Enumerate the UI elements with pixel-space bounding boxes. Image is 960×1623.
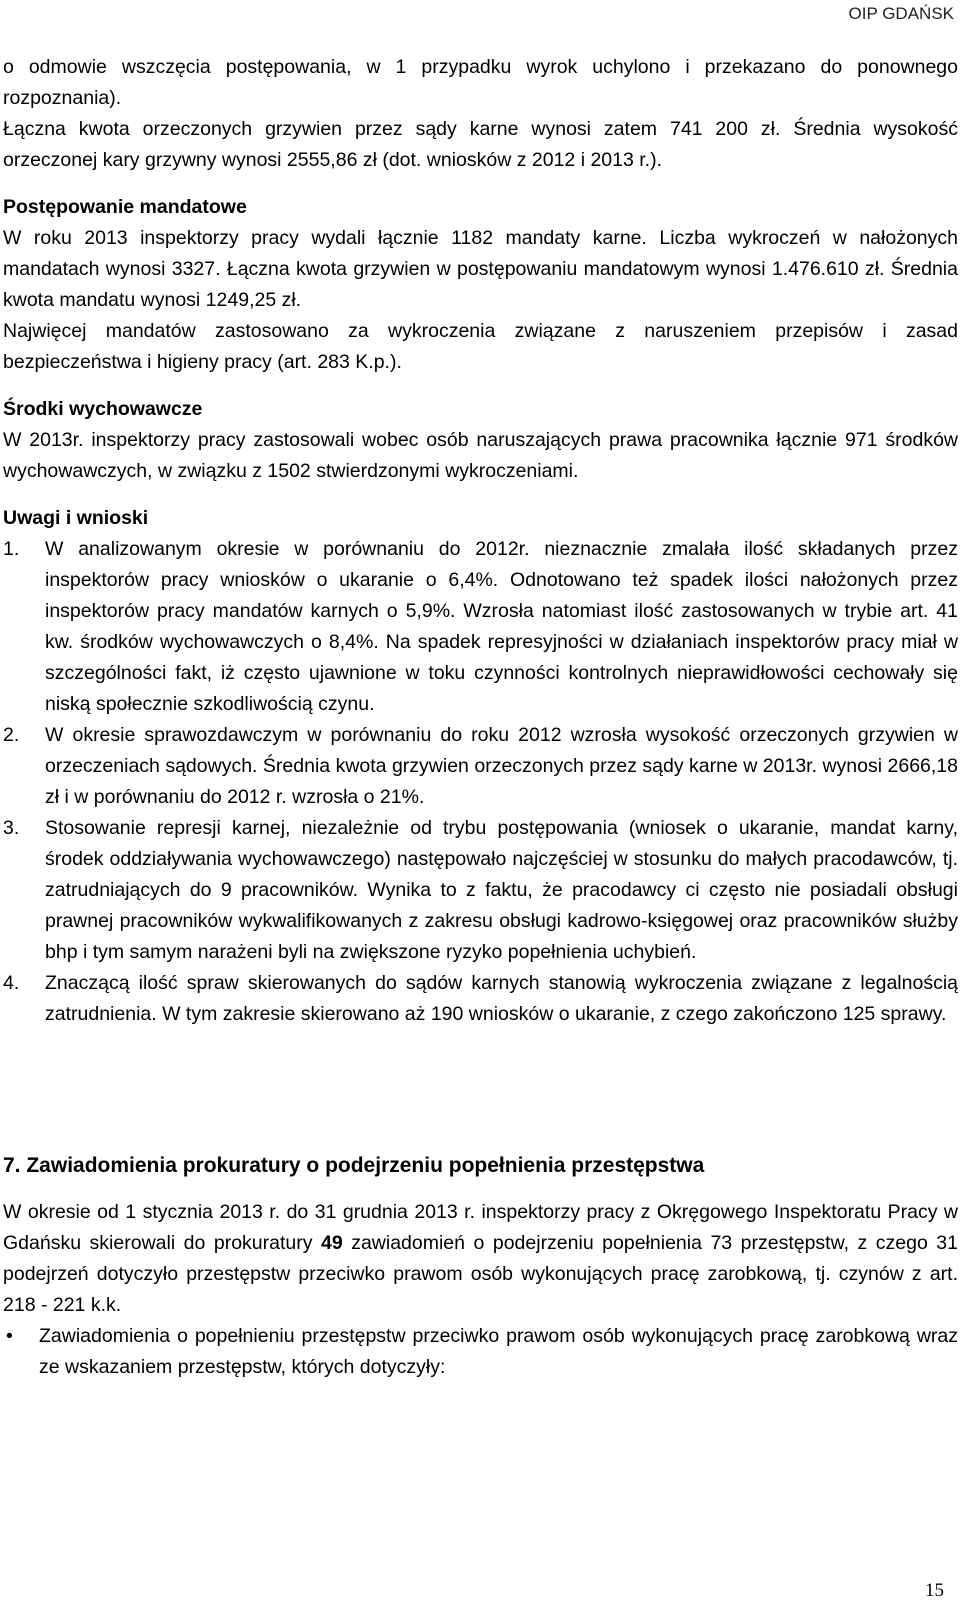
page-header: OIP GDAŃSK bbox=[848, 4, 954, 23]
paragraph: W roku 2013 inspektorzy pracy wydali łącznie 1182 mandaty karne. Liczba wykroczeń w nałożonych mandatach wynosi 3327. Łączna kwota grzywien w postępowaniu mandatowym wynosi 1.476.610 zł. Średnia kwota mandatu wynosi 1249,25 zł. bbox=[3, 227, 958, 311]
paragraph: Najwięcej mandatów zastosowano za wykroczenia związane z naruszeniem przepisów i zasad bezpieczeństwa i higieny pracy (art. 283 K.p.). bbox=[3, 320, 958, 373]
section-title-7: 7. Zawiadomienia prokuratury o podejrzeniu popełnienia przestępstwa bbox=[3, 1154, 705, 1177]
paragraph bbox=[3, 1197, 958, 1321]
bold-number: 49 bbox=[320, 1232, 343, 1254]
conclusions-list bbox=[3, 534, 958, 1030]
section-heading-mandatowe: Postępowanie mandatowe bbox=[3, 196, 247, 218]
paragraph: Łączna kwota orzeczonych grzywien przez sądy karne wynosi zatem 741 200 zł. Średnia wysokość orzeczonej kary grzywny wynosi 2555,86 zł (dot. wniosków z 2012 i 2013 r.). bbox=[3, 118, 958, 171]
text-run: zawiadomień o podejrzeniu popełnienia 73 przestępstw, z czego 31 podejrzeń dotyczyło przestępstw przeciwko prawom osób wykonujących pracę zarobkową, tj. czynów z art. 218 - 221 k.k. bbox=[3, 1232, 958, 1316]
list-number: 1. bbox=[3, 538, 20, 560]
section-heading-wychowawcze: Środki wychowawcze bbox=[3, 398, 203, 420]
section-heading-uwagi: Uwagi i wnioski bbox=[3, 507, 149, 529]
list-item bbox=[3, 813, 958, 968]
list-item bbox=[3, 534, 958, 720]
list-item bbox=[3, 720, 958, 813]
paragraph: W 2013r. inspektorzy pracy zastosowali wobec osób naruszających prawa pracownika łącznie 971 środków wychowawczych, w związku z 1502 stwierdzonymi wykroczeniami. bbox=[3, 429, 958, 482]
list-number: 3. bbox=[3, 817, 20, 839]
list-number: 2. bbox=[3, 724, 20, 746]
list-number: 4. bbox=[3, 972, 20, 994]
bullet-item bbox=[3, 1321, 958, 1383]
page-content bbox=[3, 52, 958, 1383]
list-item-text: Stosowanie represji karnej, niezależnie od trybu postępowania (wniosek o ukaranie, mandat karny, środek oddziaływania wychowawczego) następowało najczęściej w stosunku do małych pracodawców, tj. zatrudniających do 9 pracowników. Wynika to z faktu, że pracodawcy ci często nie posiadali obsługi prawnej pracowników wykwalifikowanych z zakresu obsługi kadrowo-księgowej oraz pracowników służby bhp i tym samym narażeni byli na zwiększone ryzyko popełnienia uchybień. bbox=[45, 817, 958, 963]
page-number: 15 bbox=[925, 1580, 944, 1601]
text-run: W okresie od 1 stycznia 2013 r. do 31 grudnia 2013 r. inspektorzy pracy z Okręgowego Inspektoratu Pracy w Gdańsku skierowali do prokuratury bbox=[3, 1201, 958, 1254]
bullet-text: Zawiadomienia o popełnieniu przestępstw przeciwko prawom osób wykonujących pracę zarobkową wraz ze wskazaniem przestępstw, których dotyczyły: bbox=[39, 1325, 958, 1378]
list-item-text: W okresie sprawozdawczym w porównaniu do roku 2012 wzrosła wysokość orzeczonych grzywien w orzeczeniach sądowych. Średnia kwota grzywien orzeczonych przez sądy karne w 2013r. wynosi 2666,18 zł i w porównaniu do 2012 r. wzrosła o 21%. bbox=[45, 724, 958, 808]
list-item-text: W analizowanym okresie w porównaniu do 2012r. nieznacznie zmalała ilość składanych przez inspektorów pracy wniosków o ukaranie o 6,4%. Odnotowano też spadek ilości nałożonych przez inspektorów pracy mandatów karnych o 5,9%. Wzrosła natomiast ilość zastosowanych w trybie art. 41 kw. środków wychowawczych o 8,4%. Na spadek represyjności w działaniach inspektorów pracy miał w szczególności fakt, iż często ujawnione w toku czynności kontrolnych nieprawidłowości cechowały się niską społecznie szkodliwością czynu. bbox=[45, 538, 958, 715]
bullet-icon: • bbox=[6, 1325, 13, 1347]
list-item bbox=[3, 968, 958, 1030]
paragraph: o odmowie wszczęcia postępowania, w 1 przypadku wyrok uchylono i przekazano do ponownego rozpoznania). bbox=[3, 56, 958, 109]
list-item-text: Znaczącą ilość spraw skierowanych do sądów karnych stanowią wykroczenia związane z legalnością zatrudnienia. W tym zakresie skierowano aż 190 wniosków o ukaranie, z czego zakończono 125 sprawy. bbox=[45, 972, 958, 1025]
